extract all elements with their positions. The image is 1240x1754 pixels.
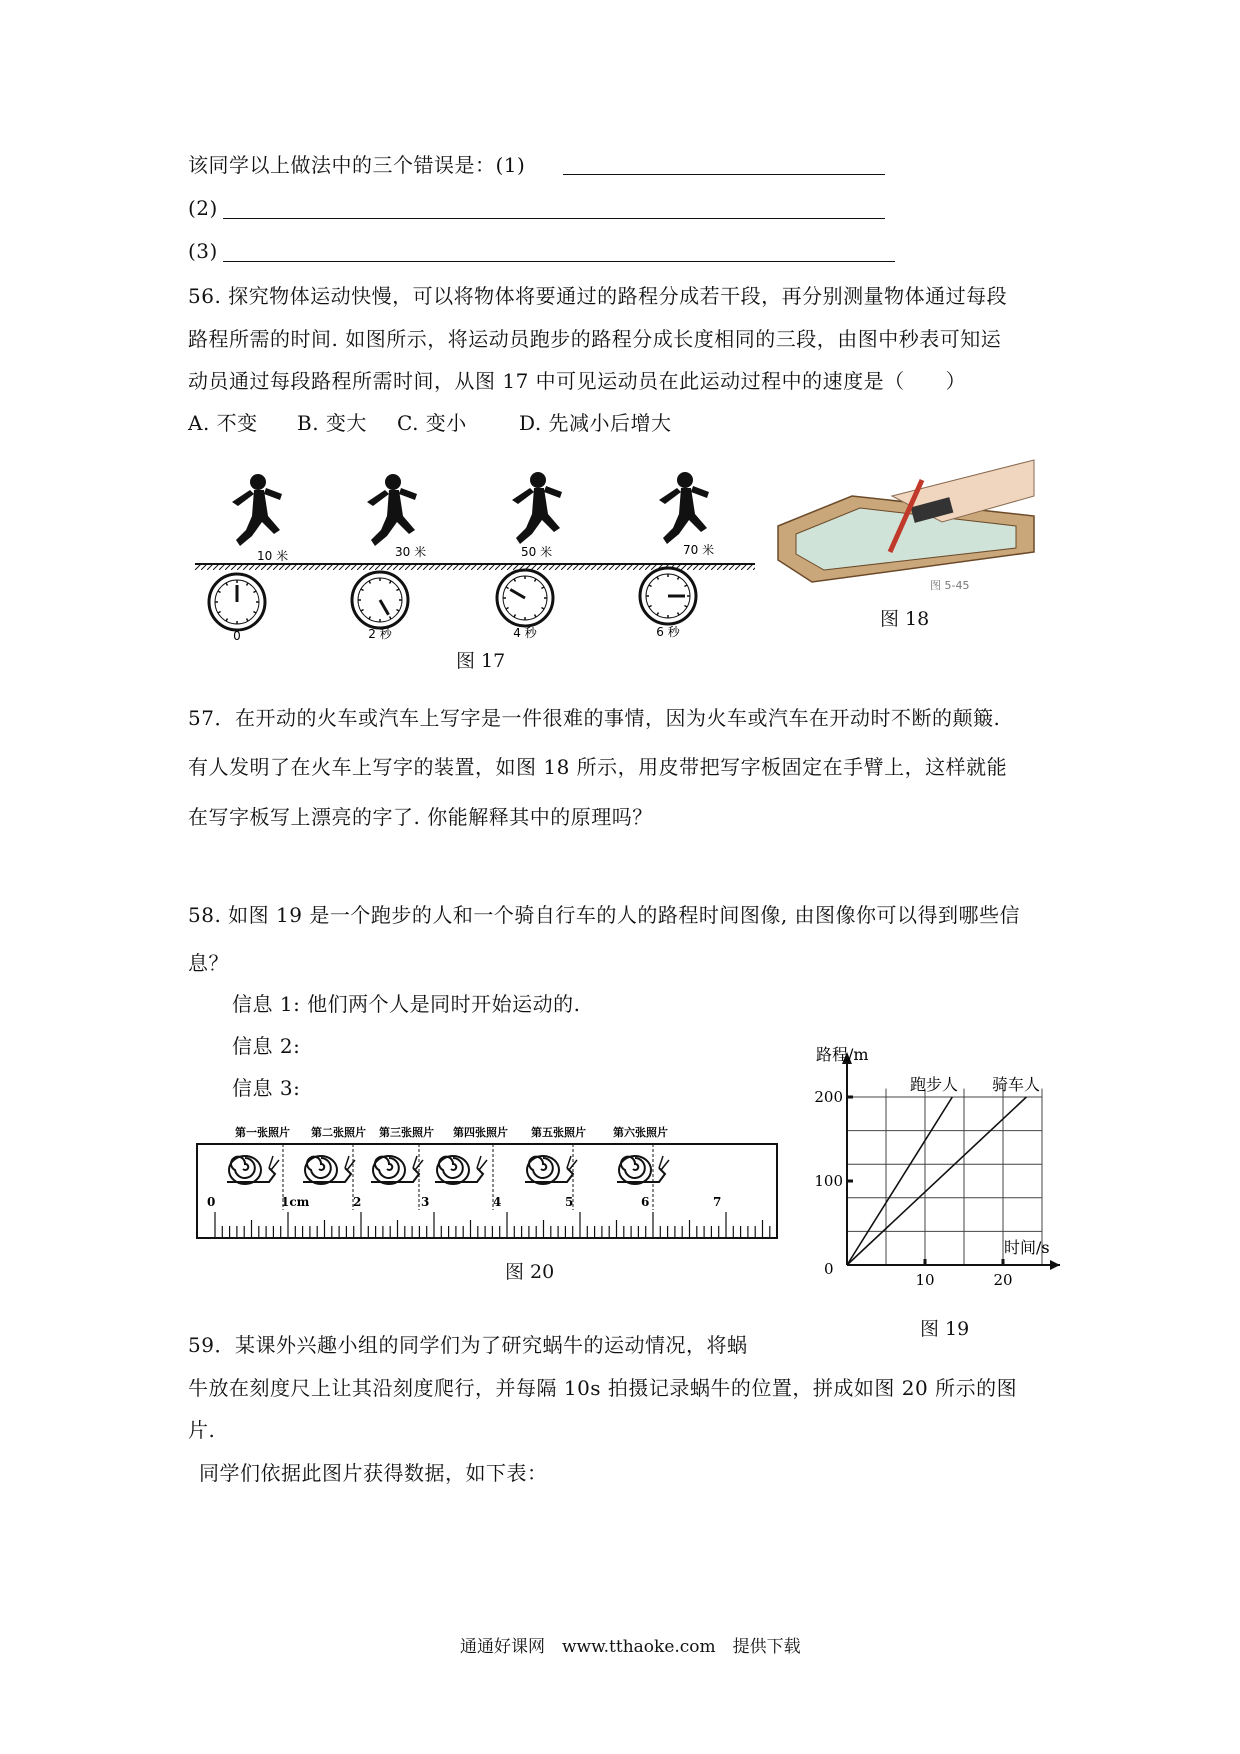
distance-label-4: 70 米 bbox=[683, 543, 715, 557]
q56-option-a[interactable]: A. 不变 bbox=[188, 411, 258, 435]
q56-option-d[interactable]: D. 先减小后增大 bbox=[519, 411, 672, 435]
q58-line-2: 息？ bbox=[188, 951, 229, 975]
photo-label: 第三张照片 bbox=[379, 1126, 434, 1139]
ruler-label: 5 bbox=[565, 1195, 574, 1209]
figure-20-snail-ruler bbox=[195, 1120, 785, 1250]
ruler-label: 6 bbox=[641, 1195, 650, 1209]
runner-1-icon bbox=[232, 474, 282, 546]
q59-line-2: 牛放在刻度尺上让其沿刻度爬行，并每隔 10s 拍摄记录蜗牛的位置，拼成如图 20 所示的图 bbox=[188, 1376, 1018, 1400]
photo-label: 第四张照片 bbox=[453, 1126, 508, 1139]
runner-3-icon bbox=[512, 472, 562, 544]
q57-line-2: 有人发明了在火车上写字的装置，如图 18 所示，用皮带把写字板固定在手臂上，这样就能 bbox=[188, 755, 1008, 779]
q58-info-2: 信息 2: bbox=[232, 1034, 301, 1058]
snail-icon bbox=[525, 1156, 577, 1184]
photo-label: 第一张照片 bbox=[235, 1126, 290, 1139]
q58-line-1: 58. 如图 19 是一个跑步的人和一个骑自行车的人的路程时间图像, 由图像你可以得到哪些信 bbox=[188, 903, 1021, 927]
distance-label-3: 50 米 bbox=[521, 545, 553, 559]
photo-label: 第二张照片 bbox=[311, 1126, 366, 1139]
runner-4-icon bbox=[659, 472, 709, 544]
stopwatch-icon bbox=[352, 572, 408, 628]
ruler-label: 2 bbox=[353, 1195, 362, 1209]
ruler-label: 7 bbox=[713, 1195, 722, 1209]
origin-label: 0 bbox=[824, 1260, 834, 1278]
q59-line-1: 59．某课外兴趣小组的同学们为了研究蜗牛的运动情况，将蜗 bbox=[188, 1333, 748, 1357]
y-tick-label: 200 bbox=[814, 1088, 843, 1106]
x-tick-label: 10 bbox=[915, 1271, 935, 1289]
figure-17-runners bbox=[195, 462, 765, 647]
runner-2-icon bbox=[367, 474, 417, 546]
time-label-4: 6 秒 bbox=[656, 625, 680, 639]
q55-number-2: (2) bbox=[188, 196, 218, 220]
ruler-label: 0 bbox=[207, 1195, 216, 1209]
time-label-1: 0 bbox=[233, 629, 241, 643]
series-label-1: 跑步人 bbox=[910, 1075, 959, 1094]
q58-info-1: 信息 1: 他们两个人是同时开始运动的. bbox=[232, 992, 581, 1016]
photo-label: 第六张照片 bbox=[613, 1126, 668, 1139]
figure-18-corner-text: 图 5-45 bbox=[930, 579, 970, 591]
time-label-2: 2 秒 bbox=[368, 627, 392, 641]
q59-line-3: 片. bbox=[188, 1418, 216, 1442]
page-footer: 通通好课网 www.tthaoke.com 提供下载 bbox=[460, 1637, 801, 1657]
stopwatch-icon bbox=[209, 574, 265, 630]
figure-19-distance-time-chart bbox=[810, 1040, 1070, 1290]
distance-label-2: 30 米 bbox=[395, 545, 427, 559]
answer-blank-3[interactable] bbox=[223, 261, 895, 262]
q55-lead: 该同学以上做法中的三个错误是：(1) bbox=[188, 153, 526, 177]
q56-line-3: 动员通过每段路程所需时间，从图 17 中可见运动员在此运动过程中的速度是（ ） bbox=[188, 369, 967, 393]
snail-icon bbox=[617, 1156, 669, 1184]
q56-line-1: 56. 探究物体运动快慢，可以将物体将要通过的路程分成若干段，再分别测量物体通过每段 bbox=[188, 284, 1008, 308]
series-label-2: 骑车人 bbox=[992, 1075, 1041, 1094]
distance-label-1: 10 米 bbox=[257, 549, 289, 563]
stopwatch-icon bbox=[497, 570, 553, 626]
x-tick-label: 20 bbox=[993, 1271, 1013, 1289]
time-label-3: 4 秒 bbox=[513, 626, 537, 640]
ruler-label: 1cm bbox=[281, 1195, 310, 1209]
snail-icon bbox=[227, 1156, 279, 1184]
figure-17-caption: 图 17 bbox=[456, 650, 506, 672]
figure-19-caption: 图 19 bbox=[920, 1318, 970, 1340]
y-axis-label: 路程/m bbox=[816, 1045, 869, 1064]
figure-18-writing-board bbox=[772, 456, 1042, 591]
q55-number-3: (3) bbox=[188, 239, 218, 263]
ruler-label: 3 bbox=[421, 1195, 430, 1209]
answer-blank-1[interactable] bbox=[563, 174, 885, 175]
figure-20-caption: 图 20 bbox=[505, 1261, 555, 1283]
stopwatch-icon bbox=[640, 568, 696, 624]
x-axis-arrow-icon bbox=[1050, 1260, 1060, 1270]
q56-option-c[interactable]: C. 变小 bbox=[397, 411, 467, 435]
q59-line-4: 同学们依据此图片获得数据，如下表： bbox=[199, 1461, 548, 1485]
x-axis-label: 时间/s bbox=[1004, 1238, 1050, 1257]
q58-info-3: 信息 3: bbox=[232, 1076, 301, 1100]
snail-icon bbox=[435, 1156, 487, 1184]
q56-option-b[interactable]: B. 变大 bbox=[297, 411, 367, 435]
q56-line-2: 路程所需的时间. 如图所示，将运动员跑步的路程分成长度相同的三段，由图中秒表可知运 bbox=[188, 327, 1002, 351]
snail-icon bbox=[303, 1156, 355, 1184]
photo-label: 第五张照片 bbox=[531, 1126, 586, 1139]
answer-blank-2[interactable] bbox=[223, 218, 885, 219]
ruler-label: 4 bbox=[493, 1195, 502, 1209]
q57-line-1: 57．在开动的火车或汽车上写字是一件很难的事情，因为火车或汽车在开动时不断的颠簸. bbox=[188, 706, 1001, 730]
snail-icon bbox=[371, 1156, 423, 1184]
figure-18-caption: 图 18 bbox=[880, 608, 930, 630]
y-tick-label: 100 bbox=[814, 1172, 843, 1190]
q57-line-3: 在写字板写上漂亮的字了. 你能解释其中的原理吗？ bbox=[188, 805, 653, 829]
